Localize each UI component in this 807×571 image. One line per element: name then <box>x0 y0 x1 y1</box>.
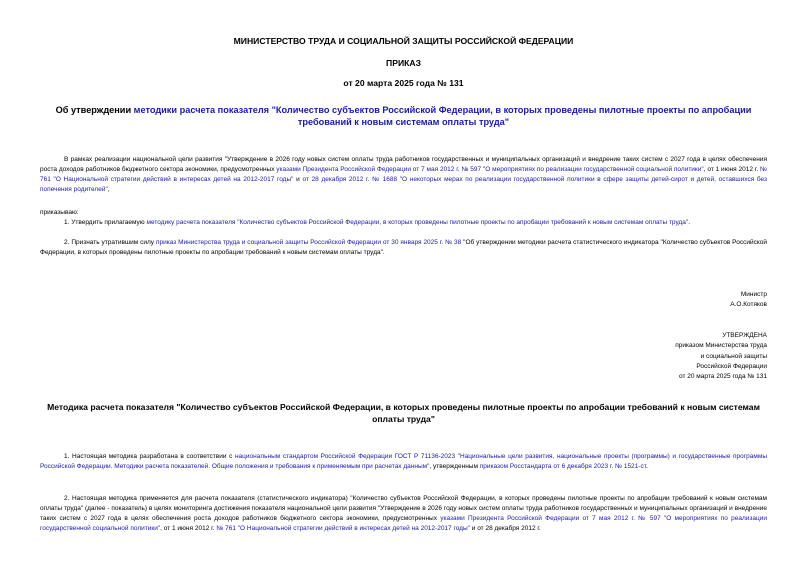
section-2-prefix: 2. Настоящая методика применяется для расчета показателя (статистического индикатора) "Количество субъектов Российской Федерации, в которых проведены пилотные проекты по апробации требований к новым системам оплаты труда" (далее - показатель) в целях мониторинга достижения показателя национальной цели развития "Утверждение в 2026 году новых систем оплаты труда работников государственных и муниципальных организаций и внедрение таких систем с 2027 года в целях обеспечения роста доходов работников бюджетного сектора экономики, предусмотренных <box>40 495 767 522</box>
approval-line-2: приказом Министерства труда <box>675 342 767 350</box>
item-1-prefix: 1. Утвердить прилагаемую <box>64 219 145 226</box>
document-type: ПРИКАЗ <box>386 58 421 68</box>
preamble-link-decree-597[interactable]: указами Президента Российской Федерации от 7 мая 2012 г. № 597 "О мероприятиях по реализации государственной социальной политики" <box>276 166 704 173</box>
section-1-prefix: 1. Настоящая методика разработана в соответствии с <box>64 453 233 460</box>
methodology-title: Методика расчета показателя "Количество субъектов Российской Федерации, в которых проведены пилотные проекты по апробации требований к новым системам оплаты труда" <box>47 402 760 424</box>
order-title <box>40 104 767 128</box>
approval-block <box>675 331 767 382</box>
item-2-prefix: 2. Признать утратившим силу <box>64 239 155 246</box>
item-1-suffix: . <box>688 219 691 226</box>
section-2-link-decree-597[interactable]: указами Президента Российской Федерации от 7 мая 2012 г. № 597 "О мероприятиях по реализации государственной социальной политики" <box>40 515 767 532</box>
preamble-text-4: , <box>107 186 110 193</box>
order-word: приказываю: <box>40 209 79 216</box>
section-1-suffix: . <box>645 463 648 470</box>
preamble-text-2: , от 1 июня 2012 г. <box>703 166 759 173</box>
preamble-link-decree-1688[interactable]: от 28 декабря 2012 г. № 1688 "О некоторых мерах по реализации государственной политики в сфере защиты детей-сирот и детей, оставшихся без попечения родителей" <box>40 176 767 193</box>
order-date-number: от 20 марта 2025 года № 131 <box>343 78 464 88</box>
order-title-prefix: Об утверждении <box>55 105 132 115</box>
signature-block <box>730 290 767 311</box>
item-2-link[interactable]: приказ Министерства труда и социальной защиты Российской Федерации от 30 января 2025 г. № 38 <box>155 239 462 246</box>
approval-line-5: от 20 марта 2025 года № 131 <box>679 373 767 381</box>
section-2-link-decree-761[interactable]: № 761 "О Национальной стратегии действий в интересах детей на 2012-2017 годы" <box>216 525 470 532</box>
item-2-suffix: "Об утверждении методики расчета статистического индикатора "Количество субъектов Российской Федерации, в которых проведены пилотные проекты по апробации требований к новым системам оплаты труда". <box>40 239 768 256</box>
item-1-link[interactable]: методику расчета показателя "Количество субъектов Российской Федерации, в которых проведены пилотные проекты по апробации требований к новым системам оплаты труда" <box>146 219 689 226</box>
approval-line-4: Российской Федерации <box>696 362 767 370</box>
preamble-text-1: В рамках реализации национальной цели развития "Утверждение в 2026 году новых систем оплаты труда работников государственных и муниципальных организаций и внедрение таких систем с 2027 года в целях обеспечения роста доходов работников бюджетного сектора экономики, предусмотренных <box>40 156 767 173</box>
section-1-mid: , утвержденным <box>429 463 478 470</box>
preamble-link-decree-761[interactable]: № 761 "О Национальной стратегии действий в интересах детей на 2012-2017 годы" <box>40 166 767 183</box>
ministry-heading: МИНИСТЕРСТВО ТРУДА И СОЦИАЛЬНОЙ ЗАЩИТЫ РОССИЙСКОЙ ФЕДЕРАЦИИ <box>233 36 574 46</box>
section-1-link-rosstandart[interactable]: приказом Росстандарта от 6 декабря 2023 г. № 1521-ст <box>479 463 646 470</box>
approval-line-3: и социальной защиты <box>700 352 767 360</box>
signature-position: Министр <box>740 291 767 298</box>
section-2-suffix: и от 28 декабря 2012 г. <box>471 525 541 532</box>
approval-line-1: УТВЕРЖДЕНА <box>722 332 767 339</box>
methodology-section-1 <box>40 452 767 472</box>
section-1-link-gost[interactable]: национальным стандартом Российской Федерации ГОСТ Р 71136-2023 "Национальные цели развития, национальные проекты (программы) и государственные программы Российской Федерации. Методики расчета показателей. Общие положения и требования к применяемым при расчетах данным" <box>40 453 767 470</box>
preamble-paragraph <box>40 155 767 195</box>
order-title-link[interactable]: методики расчета показателя "Количество субъектов Российской Федерации, в которых проведены пилотные проекты по апробации требований к новым системам оплаты труда" <box>133 105 752 127</box>
signature-name: А.О.Котяков <box>730 301 767 309</box>
preamble-text-3: и <box>296 176 300 183</box>
section-2-mid: , от 1 июня 2012 г. <box>160 525 215 532</box>
item-2 <box>40 238 767 258</box>
item-1 <box>40 218 767 228</box>
methodology-section-2 <box>40 494 767 534</box>
